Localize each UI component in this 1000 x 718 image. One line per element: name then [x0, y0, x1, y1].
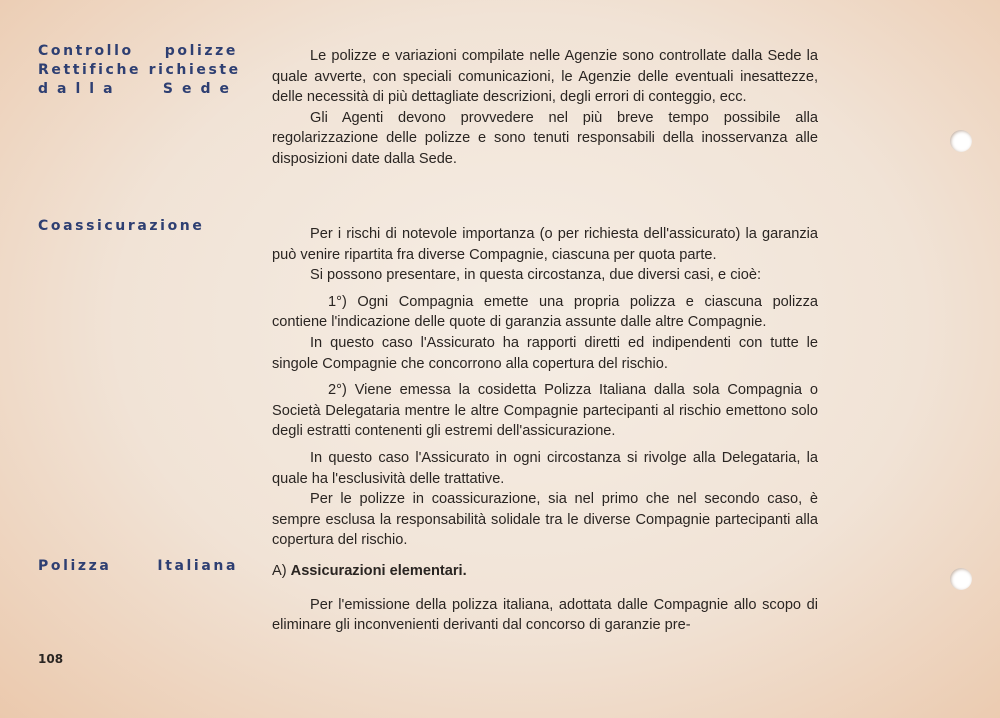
subheading — [272, 561, 818, 582]
page-number: 108 — [38, 652, 64, 666]
subheading-prefix: A) — [272, 563, 287, 579]
paragraph: In questo caso l'Assicurato ha rapporti diretti ed indipendenti con tutte le singole Compagnie che concorrono alla copertura del rischio. — [272, 334, 818, 372]
paragraph: Per i rischi di notevole importanza (o per richiesta dell'assicurato) la garanzia può venire ripartita fra diverse Compagnie, ciascuna per quota parte. — [272, 226, 818, 263]
binder-hole — [950, 130, 972, 152]
paragraph: In questo caso l'Assicurato in ogni circostanza si rivolge alla Delegataria, la quale ha l'esclusività delle trattative. — [272, 449, 818, 487]
paragraph: Per le polizze in coassicurazione, sia nel primo che nel secondo caso, è sempre esclusa la responsabilità solidale tra le diverse Compagnie partecipanti alla copertura del rischio. — [272, 491, 818, 549]
paragraph: Per l'emissione della polizza italiana, adottata dalle Compagnie allo scopo di eliminare gli inconvenienti derivanti dal concorso di garanzie pre- — [272, 596, 818, 634]
heading-line: Controllo polizze — [38, 43, 238, 59]
paragraph: Le polizze e variazioni compilate nelle Agenzie sono controllate dalla Sede la quale avverte, con speciali comunicazioni, le Agenzie delle eventuali inesattezze, delle necessità di più dettagliate descrizioni, degli errori di conteggio, ecc. — [272, 48, 818, 106]
section-body-coassicurazione — [272, 224, 818, 551]
heading-line: Polizza Italiana — [38, 558, 238, 574]
section-heading-coassicurazione — [38, 217, 238, 236]
subheading-title: Assicurazioni elementari. — [290, 563, 467, 579]
section-body-polizza-italiana — [272, 561, 818, 636]
section-heading-controllo-polizze — [38, 42, 241, 99]
section-body-controllo-polizze — [272, 46, 818, 170]
section-heading-polizza-italiana — [38, 557, 238, 576]
paragraph-case-1: 1°) Ogni Compagnia emette una propria polizza e ciascuna polizza contiene l'indicazione delle quote di garanzia assunte dalle altre Compagnie. — [272, 293, 818, 331]
binder-hole — [950, 568, 972, 590]
heading-line: Coassicurazione — [38, 218, 205, 234]
heading-line: dalla Sede — [38, 81, 238, 97]
heading-line: Rettifiche richieste — [38, 62, 241, 78]
paragraph-case-2: 2°) Viene emessa la cosidetta Polizza Italiana dalla sola Compagnia o Società Delegataria mentre le altre Compagnie partecipanti al rischio emettono solo degli estratti contenenti gli estremi dell'assicurazione. — [272, 382, 818, 440]
paragraph: Si possono presentare, in questa circostanza, due diversi casi, e cioè: — [310, 267, 762, 284]
paragraph: Gli Agenti devono provvedere nel più breve tempo possibile alla regolarizzazione delle polizze e sono tenuti responsabili della inosservanza alle disposizioni date dalla Sede. — [272, 109, 818, 167]
